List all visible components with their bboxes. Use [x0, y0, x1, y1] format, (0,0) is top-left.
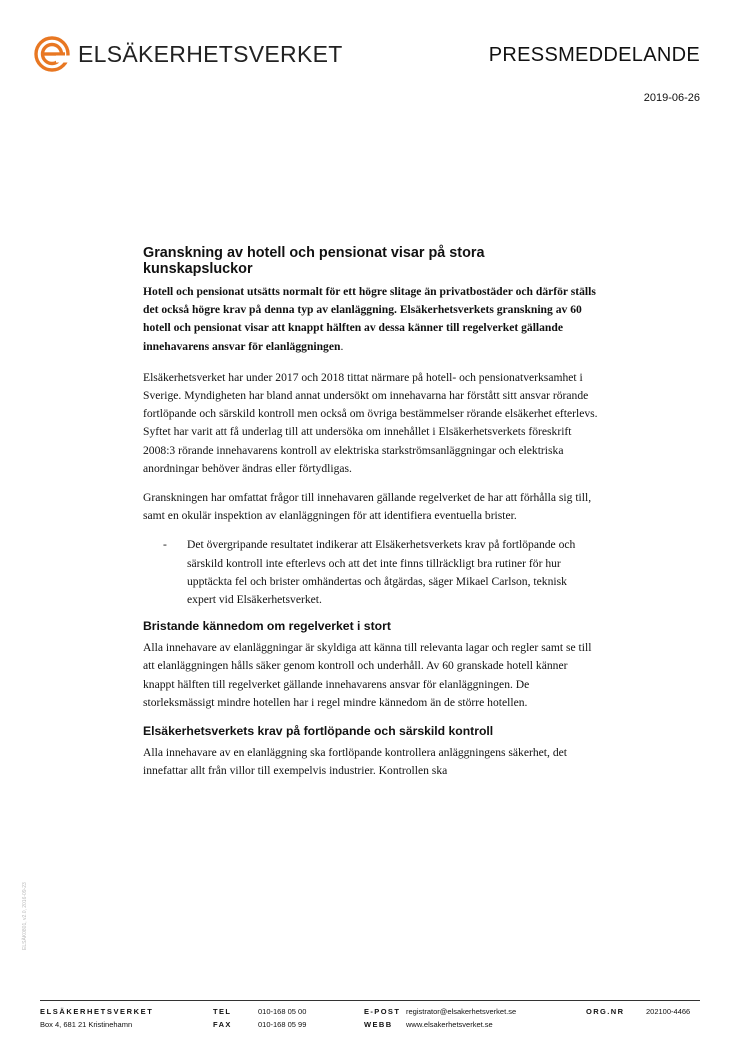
- tel-label: TEL: [213, 1007, 232, 1016]
- email-value[interactable]: registrator@elsakerhetsverket.se: [406, 1007, 517, 1016]
- document-date: 2019-06-26: [643, 92, 700, 104]
- footer-contact-labels: [364, 1005, 400, 1031]
- footer-divider: [40, 1000, 700, 1001]
- document-type: PRESSMEDDELANDE: [488, 44, 700, 66]
- footer-phone-values: [258, 1005, 306, 1031]
- footer-organization: [40, 1005, 153, 1031]
- footer-name: ELSÄKERHETSVERKET: [40, 1007, 154, 1016]
- brand-logo: [34, 36, 343, 72]
- footer-org-label: [586, 1005, 624, 1018]
- article-body: [143, 245, 598, 791]
- subheading-1: Bristande kännedom om regelverket i stort: [143, 619, 391, 634]
- org-value: 202100-4466: [646, 1007, 691, 1016]
- lead-text: Hotell och pensionat utsätts normalt för ett högre slitage än privatbostäder och därför ställs det också högre krav på denna typ av elanläggning. Elsäkerhetsverkets granskning av 60 hotell och pensionat visar att knappt hälften av dessa känner till regelverket gällande innehavarens ansvar för elanläggningen: [143, 285, 596, 353]
- web-value[interactable]: www.elsakerhetsverket.se: [406, 1020, 493, 1029]
- paragraph-3: Alla innehavare av elanläggningar är skyldiga att känna till relevanta lagar och regler samt se till att elanläggningen hålls säker genom kontroll och underhåll. Av 60 granskade hotell känner knappt hälften till regelverket gällande innehavarens ansvar för elanläggningen. De storleksmässigt mindre hotellen har i regel mindre kännedom än de större hotellen.: [143, 641, 592, 709]
- quote-text: Det övergripande resultatet indikerar att Elsäkerhetsverkets krav på fortlöpande och särskild kontroll inte efterlevs och att det inte finns tillräckligt bra rutiner för hur upptäckta fel och brister omhändertas och åtgärdas, säger Mikael Carlson, teknisk expert vid Elsäkerhetsverket.: [187, 538, 576, 607]
- footer-address: Box 4, 681 21 Kristinehamn: [40, 1020, 133, 1029]
- web-label: WEBB: [364, 1020, 393, 1029]
- brand-name: ELSÄKERHETSVERKET: [78, 40, 343, 67]
- fax-value: 010-168 05 99: [258, 1020, 307, 1029]
- subheading-2: Elsäkerhetsverkets krav på fortlöpande och särskild kontroll: [143, 724, 494, 739]
- org-label: ORG.NR: [586, 1007, 625, 1016]
- footer-org-value: [646, 1005, 690, 1018]
- quote-item: [163, 536, 598, 609]
- lead-period: .: [340, 339, 344, 353]
- quote-dash: -: [163, 538, 167, 552]
- fax-label: FAX: [213, 1020, 232, 1029]
- footer-phone-labels: [213, 1005, 232, 1031]
- paragraph-1: Elsäkerhetsverket har under 2017 och 2018 tittat närmare på hotell- och pensionatverksamhet i Sverige. Myndigheten har bland annat undersökt om innehavarna har förstått sitt ansvar rörande fortlöpande och särskild kontroll men också om övriga bestämmelser rörande elsäkerhet efterlevs. Syftet har varit att få underlag till att undersöka om innehållet i Elsäkerhetsverkets föreskrift 2008:3 rörande innehavarens kontroll av elektriska starkströmsanläggningar och elektriska anordningar behöver ändras eller förtydligas.: [143, 370, 598, 475]
- logo-e-icon: [34, 36, 70, 72]
- paragraph-2: Granskningen har omfattat frågor till innehavaren gällande regelverket de har att förhålla sig till, samt en okulär inspektion av elanläggningen för att identifiera eventuella brister.: [143, 491, 592, 523]
- tel-value: 010-168 05 00: [258, 1007, 307, 1016]
- template-version-text: ELSÄK0801, v2.0, 2016-09-23: [22, 882, 28, 950]
- article-title: Granskning av hotell och pensionat visar på stora kunskapsluckor: [143, 245, 485, 277]
- article-lead: [143, 283, 598, 356]
- paragraph-4: Alla innehavare av en elanläggning ska fortlöpande kontrollera anläggningens säkerhet, det innefattar allt från villor till exempelvis industrier. Kontrollen ska: [143, 746, 567, 778]
- footer-contact-values: [406, 1005, 516, 1031]
- email-label: E-POST: [364, 1007, 401, 1016]
